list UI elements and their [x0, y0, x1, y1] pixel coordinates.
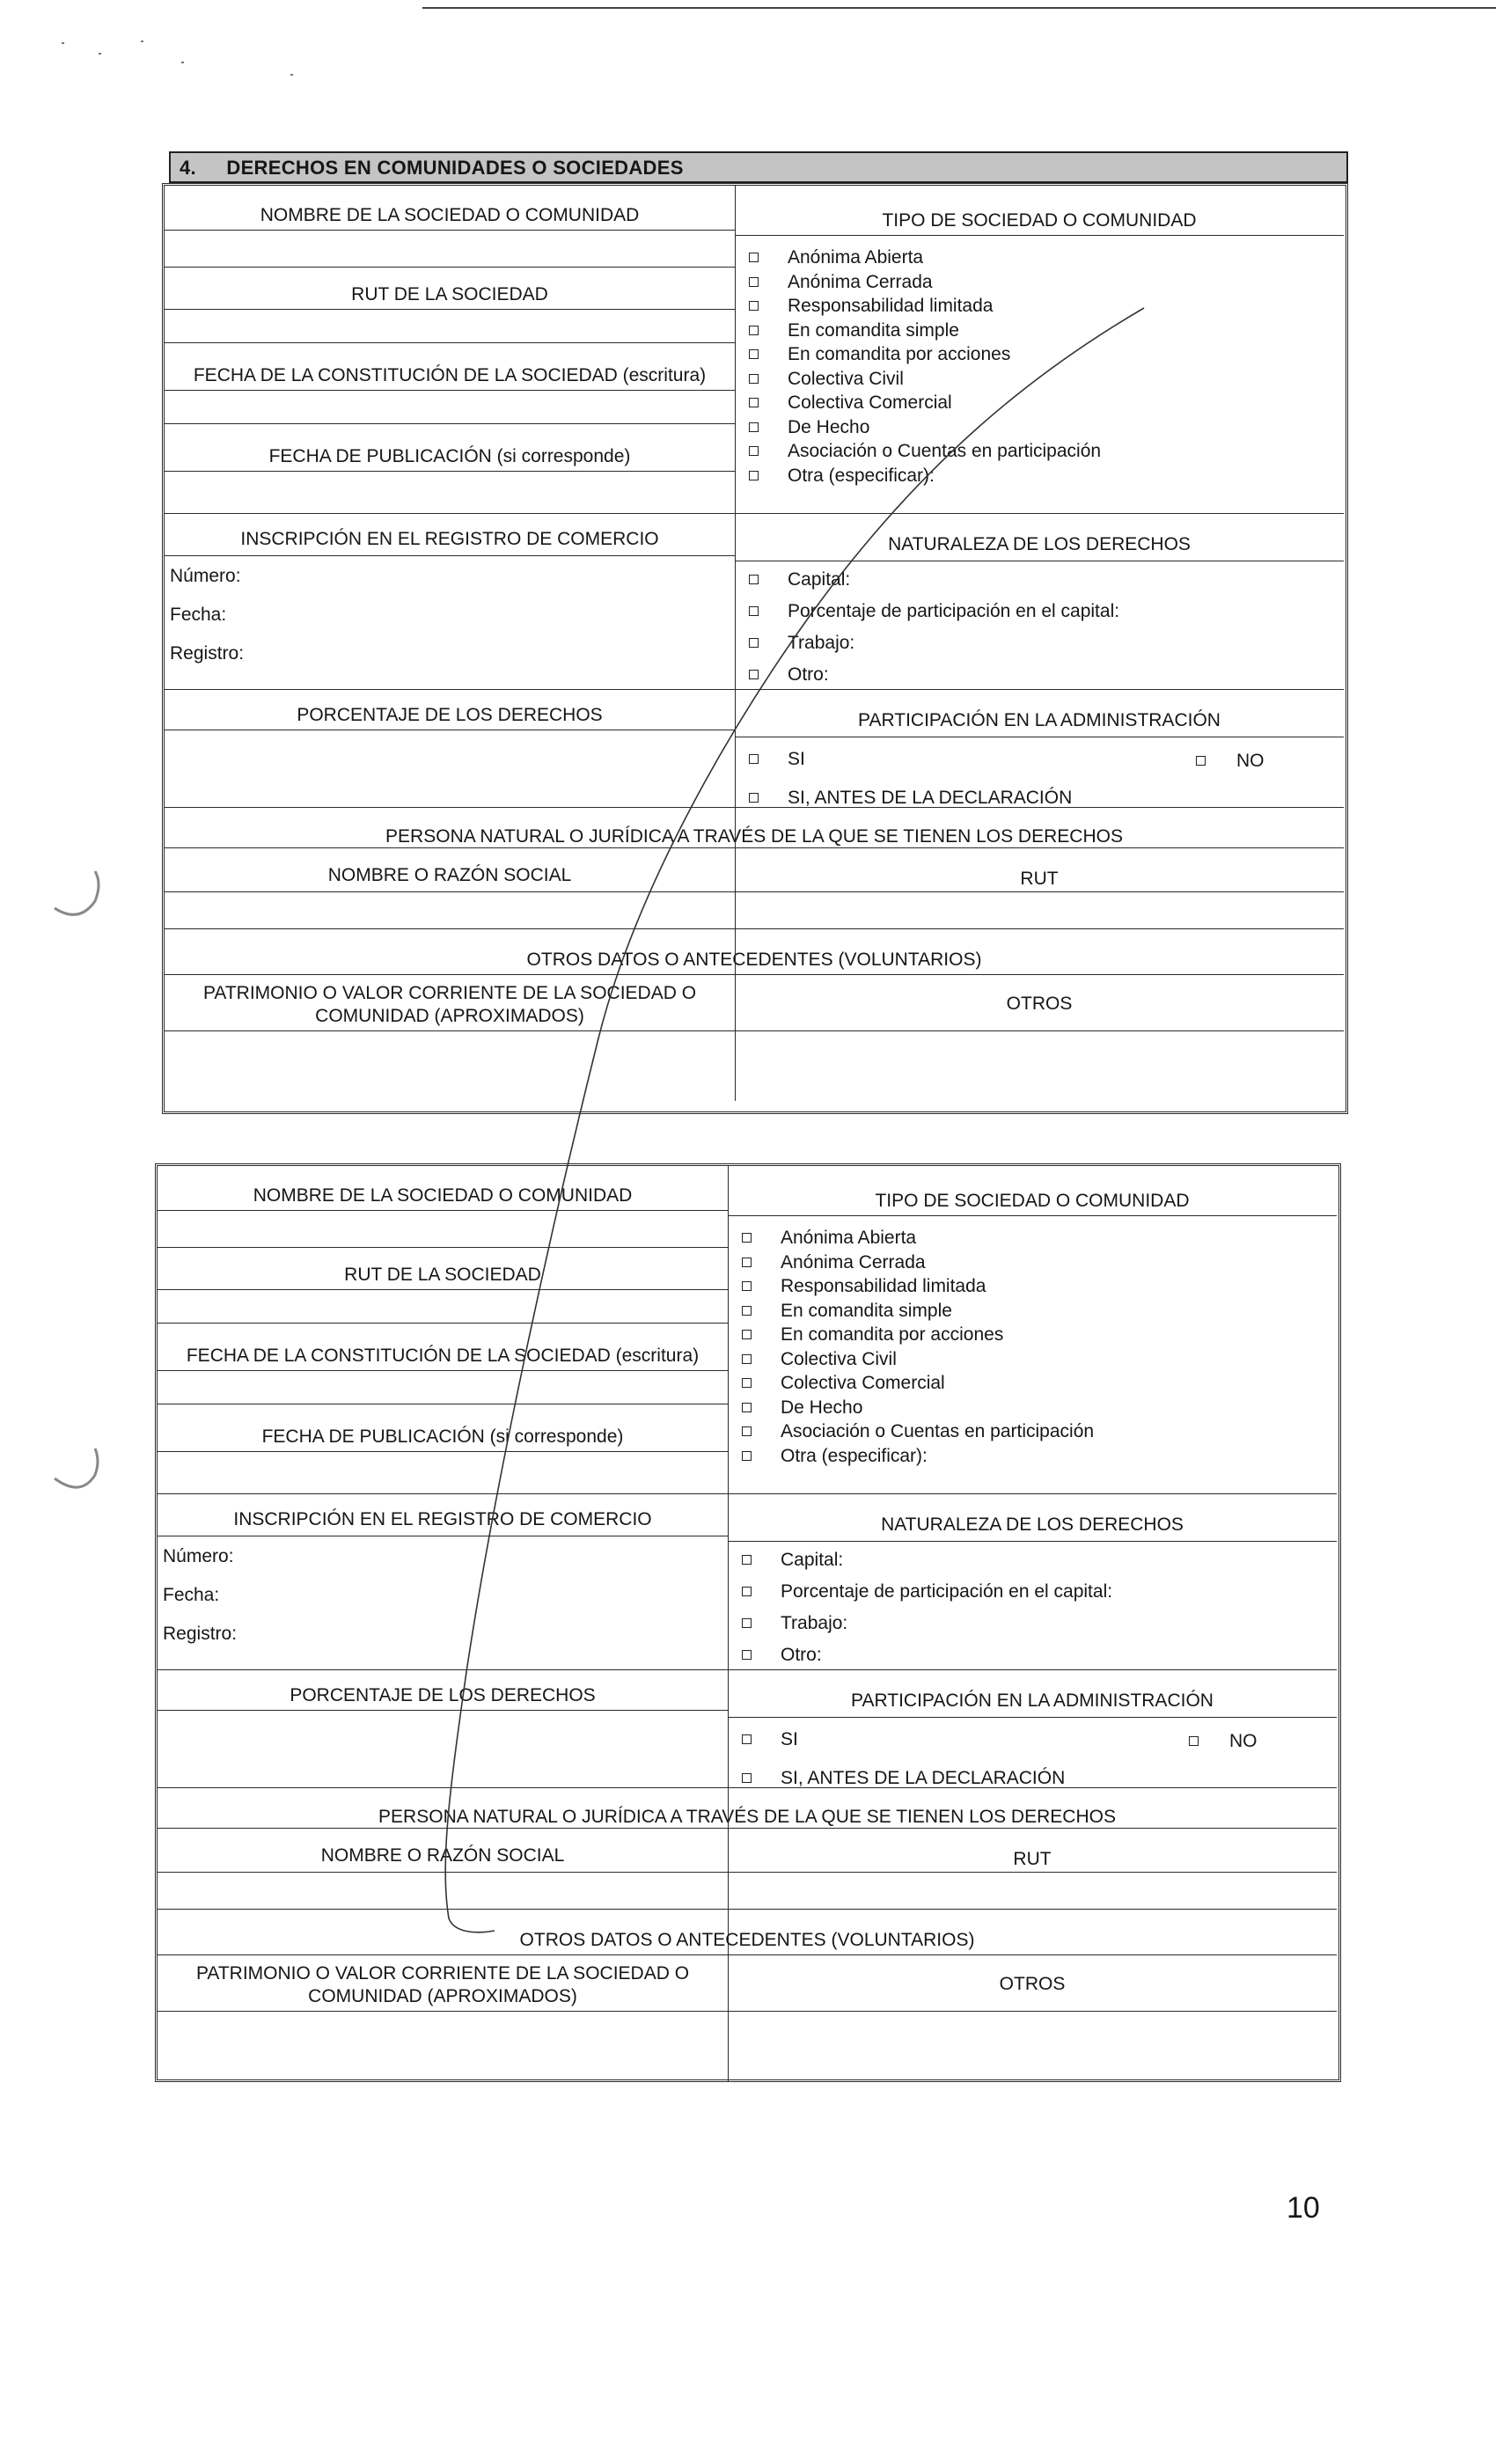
section-number: 4.	[180, 157, 196, 179]
label-patrimonio-2: COMUNIDAD (APROXIMADOS)	[315, 1006, 584, 1026]
label-nombre-sociedad: NOMBRE DE LA SOCIEDAD O COMUNIDAD	[253, 1185, 633, 1206]
label-rut-sociedad: RUT DE LA SOCIEDAD	[351, 284, 548, 304]
label-inscripcion: INSCRIPCIÓN EN EL REGISTRO DE COMERCIO	[233, 1509, 652, 1529]
tipo-option-label: En comandita por acciones	[788, 344, 1011, 364]
label-otros-datos: OTROS DATOS O ANTECEDENTES (VOLUNTARIOS)	[526, 950, 982, 970]
section-title: DERECHOS EN COMUNIDADES O SOCIEDADES	[226, 157, 684, 179]
label-porcentaje: PORCENTAJE DE LOS DERECHOS	[290, 1685, 596, 1705]
tipo-option-label: En comandita simple	[781, 1300, 952, 1321]
tipo-option-label: Anónima Abierta	[781, 1228, 917, 1248]
tipo-option-label: Otra (especificar):	[788, 465, 935, 486]
label-rut-sociedad: RUT DE LA SOCIEDAD	[344, 1265, 541, 1285]
label-rut: RUT	[1013, 1849, 1052, 1869]
tipo-option-label: Asociación o Cuentas en participación	[788, 441, 1102, 461]
label-si: SI	[781, 1729, 798, 1749]
naturaleza-option-label: Trabajo:	[781, 1613, 848, 1633]
label-otros-datos: OTROS DATOS O ANTECEDENTES (VOLUNTARIOS)	[519, 1930, 975, 1950]
label-nombre-sociedad: NOMBRE DE LA SOCIEDAD O COMUNIDAD	[260, 205, 640, 225]
naturaleza-option-label: Capital:	[788, 569, 851, 590]
tipo-option-label: Colectiva Civil	[781, 1348, 897, 1369]
label-inscripcion: INSCRIPCIÓN EN EL REGISTRO DE COMERCIO	[240, 529, 659, 549]
label-participacion: PARTICIPACIÓN EN LA ADMINISTRACIÓN	[858, 710, 1221, 730]
naturaleza-option-label: Otro:	[788, 664, 829, 685]
label-no: NO	[1236, 751, 1265, 771]
naturaleza-option-label: Trabajo:	[788, 633, 855, 653]
label-participacion: PARTICIPACIÓN EN LA ADMINISTRACIÓN	[851, 1690, 1214, 1711]
label-numero: Número:	[163, 1546, 234, 1566]
tipo-option-label: Responsabilidad limitada	[781, 1276, 986, 1296]
tipo-option-label: Anónima Cerrada	[781, 1251, 926, 1272]
tipo-option-label: Anónima Cerrada	[788, 271, 933, 292]
label-fecha: Fecha:	[163, 1585, 220, 1605]
tipo-option-label: Anónima Abierta	[788, 247, 924, 268]
label-patrimonio-1: PATRIMONIO O VALOR CORRIENTE DE LA SOCIEDAD O	[195, 1963, 690, 1984]
label-tipo-sociedad: TIPO DE SOCIEDAD O COMUNIDAD	[875, 1191, 1190, 1211]
label-tipo-sociedad: TIPO DE SOCIEDAD O COMUNIDAD	[882, 210, 1197, 231]
label-fecha-constitucion: FECHA DE LA CONSTITUCIÓN DE LA SOCIEDAD (escritura)	[186, 1346, 700, 1366]
label-nombre-razon: NOMBRE O RAZÓN SOCIAL	[320, 1845, 565, 1866]
tipo-option-label: Colectiva Civil	[788, 368, 904, 389]
label-naturaleza: NATURALEZA DE LOS DERECHOS	[888, 534, 1191, 554]
label-registro: Registro:	[163, 1624, 238, 1644]
tipo-option-label: Asociación o Cuentas en participación	[781, 1421, 1095, 1441]
label-patrimonio-2: COMUNIDAD (APROXIMADOS)	[308, 1986, 577, 2006]
naturaleza-option-label: Porcentaje de participación en el capital:	[781, 1581, 1113, 1602]
label-si: SI	[788, 749, 805, 769]
label-naturaleza: NATURALEZA DE LOS DERECHOS	[881, 1514, 1184, 1535]
tipo-option-label: Responsabilidad limitada	[788, 296, 994, 316]
label-porcentaje: PORCENTAJE DE LOS DERECHOS	[297, 705, 603, 725]
label-persona-natural: PERSONA NATURAL O JURÍDICA A TRAVÉS DE LA QUE SE TIENEN LOS DERECHOS	[385, 826, 1123, 847]
label-fecha-publicacion: FECHA DE PUBLICACIÓN (si corresponde)	[268, 446, 631, 466]
label-persona-natural: PERSONA NATURAL O JURÍDICA A TRAVÉS DE LA QUE SE TIENEN LOS DERECHOS	[378, 1807, 1116, 1827]
label-si-antes: SI, ANTES DE LA DECLARACIÓN	[781, 1768, 1066, 1788]
label-si-antes: SI, ANTES DE LA DECLARACIÓN	[788, 788, 1073, 808]
naturaleza-option-label: Otro:	[781, 1645, 822, 1665]
label-fecha-publicacion: FECHA DE PUBLICACIÓN (si corresponde)	[261, 1426, 624, 1447]
label-otros: OTROS	[999, 1974, 1066, 1994]
label-patrimonio-1: PATRIMONIO O VALOR CORRIENTE DE LA SOCIEDAD O	[202, 983, 697, 1003]
tipo-option-label: Otra (especificar):	[781, 1445, 928, 1466]
naturaleza-option-label: Capital:	[781, 1550, 844, 1570]
tipo-option-label: En comandita simple	[788, 319, 959, 341]
tipo-option-label: Colectiva Comercial	[788, 392, 952, 413]
naturaleza-option-label: Porcentaje de participación en el capital:	[788, 601, 1120, 621]
label-numero: Número:	[170, 566, 241, 586]
page-number: 10	[1287, 2191, 1320, 2225]
tipo-option-label: Colectiva Comercial	[781, 1373, 945, 1393]
label-registro: Registro:	[170, 643, 245, 664]
label-no: NO	[1229, 1731, 1258, 1751]
label-rut: RUT	[1020, 869, 1059, 889]
tipo-option-label: De Hecho	[781, 1397, 863, 1418]
tipo-option-label: En comandita por acciones	[781, 1324, 1004, 1345]
tipo-option-label: De Hecho	[788, 416, 870, 437]
label-otros: OTROS	[1006, 994, 1073, 1014]
label-fecha: Fecha:	[170, 605, 227, 625]
label-nombre-razon: NOMBRE O RAZÓN SOCIAL	[327, 865, 572, 885]
label-fecha-constitucion: FECHA DE LA CONSTITUCIÓN DE LA SOCIEDAD (escritura)	[193, 365, 707, 385]
